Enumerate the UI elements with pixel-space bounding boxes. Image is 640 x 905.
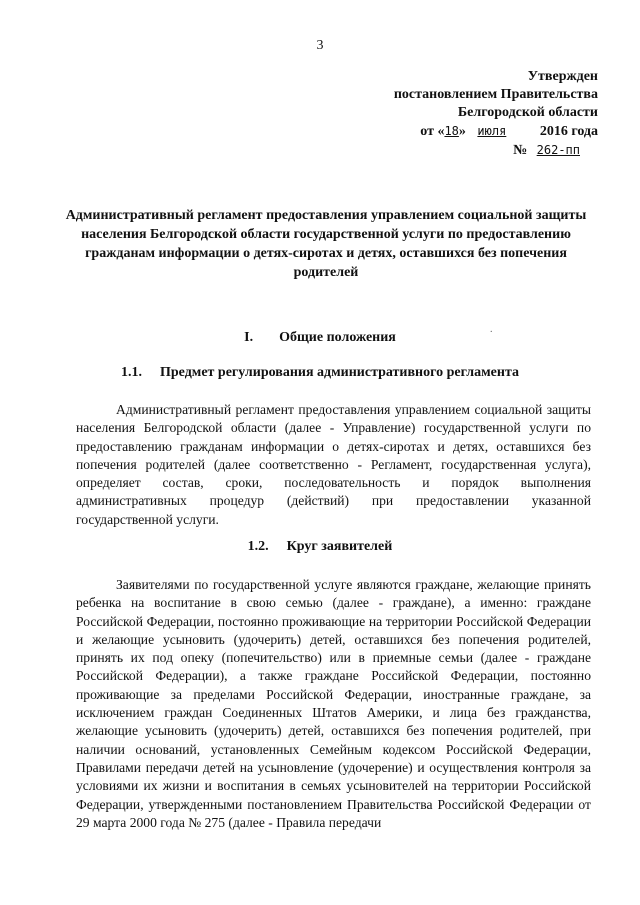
date-month-underline xyxy=(469,124,536,139)
date-day: 18 xyxy=(444,124,459,138)
approval-line-resolution: постановлением Правительства xyxy=(393,87,598,102)
section-title: Предмет регулирования административного регламента xyxy=(160,365,519,380)
approval-line-approved: Утвержден xyxy=(527,69,598,84)
paragraph-applicants: Заявителями по государственной услуге являются граждане, желающие принять ребенка на воспитание в свою семью (далее - граждане), а именно: граждане Российской Федерации, постоянно проживающие на территории Российской Федерации и желающие усыновить (удочерить) детей, оставшихся без попечения родителей, принять их под опеку (попечительство) или в приемные семьи (далее - граждане Российской Федерации), а также граждане Российской Федерации, постоянно проживающие за пределами Российской Федерации, иностранные граждане, за исключением граждан Соединенных Штатов Америки, и лица без гражданства, желающие усыновить (удочерить) детей, оставшихся без попечения родителей, при наличии оснований, установленных Семейным кодексом Российской Федерации, Правилами передачи детей на усыновление (удочерение) и осуществления контроля за условиями их жизни и воспитания в семьях усыновителей на территории Российской Федерации, утвержденными постановлением Правительства Российской Федерации от 29 марта 2000 года № 275 (далее - Правила передачи xyxy=(76,577,591,830)
section-number: I. xyxy=(244,330,254,345)
date-year: 2016 года xyxy=(539,124,598,139)
section-number: 1.1. xyxy=(121,365,142,380)
scan-mark: . xyxy=(490,324,493,335)
approval-line-region: Белгородской области xyxy=(457,105,598,120)
section-number: 1.2. xyxy=(247,539,269,554)
section-heading-1-1 xyxy=(0,365,640,381)
section-title: Круг заявителей xyxy=(286,539,393,554)
number-prefix: № xyxy=(513,143,528,158)
section-heading-1-2 xyxy=(0,539,640,555)
number-underline xyxy=(531,143,580,158)
resolution-number: 262-пп xyxy=(536,143,580,157)
approval-stamp-block xyxy=(340,68,598,160)
approval-number-line xyxy=(340,141,598,160)
date-prefix: от « xyxy=(420,124,445,139)
paragraph-regulation-subject: Административный регламент предоставления управлением социальной защиты населения Белгородской области (далее - Управление) государственной услуги по предоставлению гражданам информации о детях-сиротах и детях, оставшихся без попечения родителей (далее соответственно - Регламент, государственная услуга), определяет состав, сроки, последовательность и порядок выполнения административных процедур (действий) при предоставлении указанной государственной услуги. xyxy=(76,402,591,527)
date-mid: » xyxy=(458,124,466,139)
approval-date-line xyxy=(340,122,598,141)
section-title: Общие положения xyxy=(279,330,396,345)
date-month: июля xyxy=(477,124,507,138)
section-heading-1 xyxy=(0,330,640,346)
document-title: Административный регламент предоставления управлением социальной защиты населения Белгородской области государственной услуги по предоставлению гражданам информации о детях-сиротах и детях, оставшихся без попечения родителей xyxy=(65,208,587,280)
page-number: 3 xyxy=(316,38,324,53)
